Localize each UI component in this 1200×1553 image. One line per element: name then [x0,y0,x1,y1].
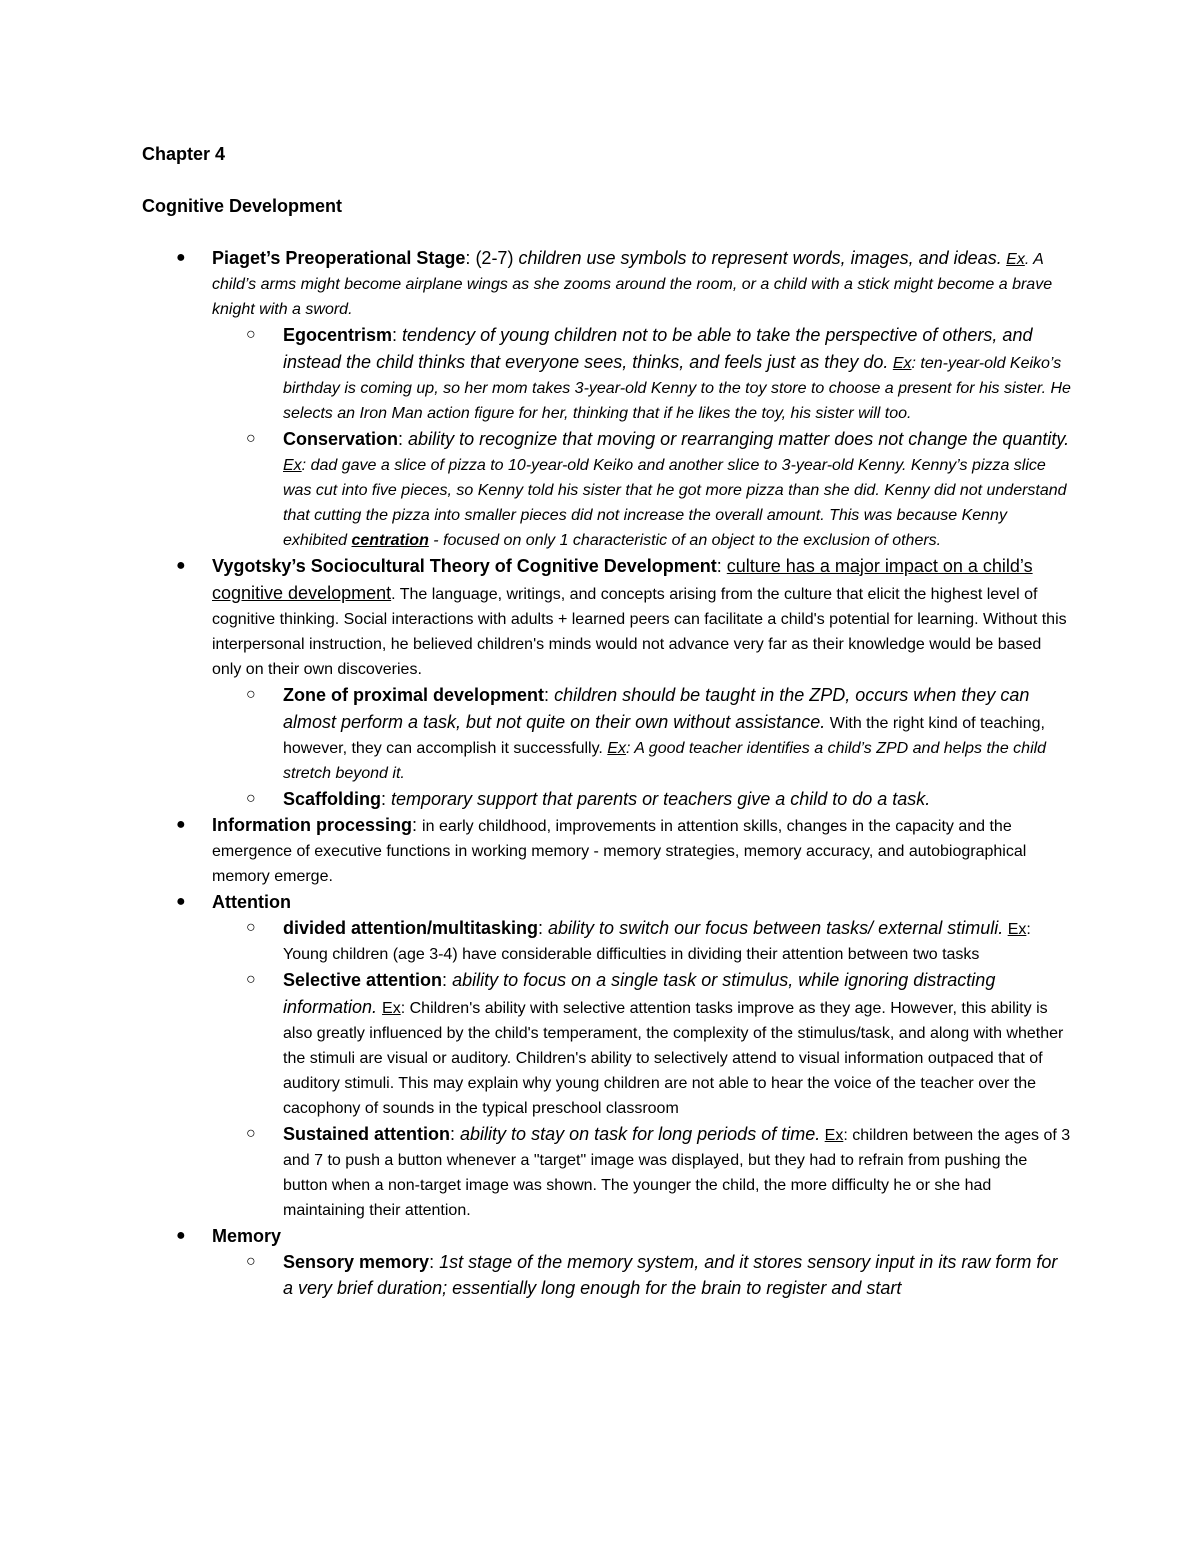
sub-bullet-icon: ○ [246,1253,256,1270]
sustained-attention-definition: ability to stay on task for long periods of time. [460,1124,821,1144]
term-selective-attention: Selective attention [283,970,443,990]
term-information-processing: Information processing [212,815,413,835]
list-item-selective-attention: ○ Selective attention: ability to focus on a single task or stimulus, while ignoring distracting information. Ex: Children's ability with selective attention tasks improve as they age. However, this ability is also greatly influenced by the child's temperament, the complexity of the stimulus/task, and along with whether the stimuli are visual or auditory. Children's ability to selectively attend to visual information outpaced that of auditory stimuli. This may explain why young children are not able to hear the voice of the teacher over the cacophony of sounds in the typical preschool classroom [212,967,1072,1121]
example-label: Ex [892,355,912,372]
bullet-icon: ● [176,1227,186,1244]
piaget-definition: children use symbols to represent words, images, and ideas. [518,248,1002,268]
term-egocentrism: Egocentrism [283,325,393,345]
vygotsky-sublist [212,682,1072,812]
bullet-icon: ● [176,249,186,266]
piaget-sublist [212,322,1072,553]
sub-bullet-icon: ○ [246,326,256,343]
vygotsky-text: . The language, writings, and concepts arising from the culture that elicit the highest level of cognitive thinking. Social interactions with adults + learned peers can facilitate a child's potential for learning. Without this interpersonal instruction, he believed children's minds would not advance very far as their knowledge would be based only on their own discoveries. [212,586,1067,678]
term-conservation: Conservation [283,429,399,449]
term-centration: centration [351,532,429,549]
attention-sublist [212,915,1072,1223]
divided-attention-example: : Young children (age 3-4) have considerable difficulties in dividing their attention between two tasks [283,921,1031,963]
chapter-title: Chapter 4 [142,144,226,164]
section-title: Cognitive Development [142,196,343,216]
bullet-icon: ● [176,557,186,574]
list-item-sustained-attention: ○ Sustained attention: ability to stay on task for long periods of time. Ex: children between the ages of 3 and 7 to push a button whenever a "target" image was displayed, but they had to refrain from pushing the button when a non-target image was shown. The younger the child, the more difficulty he or she had maintaining their attention. [212,1121,1072,1223]
list-item-vygotsky: ● Vygotsky’s Sociocultural Theory of Cognitive Development: culture has a major impact on a child’s cognitive development. The language, writings, and concepts arising from the culture that elicit the highest level of cognitive thinking. Social interactions with adults + learned peers can facilitate a child's potential for learning. Without this interpersonal instruction, he believed children's minds would not advance very far as their knowledge would be based only on their own discoveries. ○ Zone of proximal development: children should be taught in the ZPD, occurs when they can almost perform a task, but not quite on their own without assistance. With the right kind of teaching, however, they can accomplish it successfully. Ex: A good teacher identifies a child’s ZPD and helps the child stretch beyond it. ○ Scaffolding: temporary support that parents or teachers give a child to do a task. [142,553,1072,812]
example-label: Ex [283,457,302,474]
list-item-sensory-memory: ○ Sensory memory: 1st stage of the memory system, and it stores sensory input in its raw form for a very brief duration; essentially long enough for the brain to register and start [212,1249,1072,1301]
zpd-definition: children should be taught in the ZPD, occurs when they can almost perform a task, but not quite on their own without assistance. [283,685,1030,732]
list-item-scaffolding: ○ Scaffolding: temporary support that parents or teachers give a child to do a task. [212,786,1072,812]
scaffolding-definition: temporary support that parents or teachers give a child to do a task. [391,789,931,809]
information-processing-text: in early childhood, improvements in attention skills, changes in the capacity and the emergence of executive functions in working memory - memory strategies, memory accuracy, and autobiographical memory emerge. [212,818,1027,885]
conservation-definition: ability to recognize that moving or rearranging matter does not change the quantity. [408,429,1070,449]
term-zpd: Zone of proximal development [283,685,545,705]
memory-sublist [212,1249,1072,1301]
bullet-icon: ● [176,893,186,910]
list-item-piaget: ● Piaget’s Preoperational Stage: (2-7) children use symbols to represent words, images, and ideas. Ex. A child’s arms might become airplane wings as she zooms around the room, or a child with a stick might become a brave knight with a sword. ○ Egocentrism: tendency of young children not to be able to take the perspective of others, and instead the child thinks that everyone sees, thinks, and feels just as they do. Ex: ten-year-old Keiko’s birthday is coming up, so her mom takes 3-year-old Kenny to the toy store to choose a present for his sister. He selects an Iron Man action figure for her, thinking that if he likes the toy, his sister will too. ○ Conservation: ability to recognize that moving or rearranging matter does not change the quantity. Ex: dad gave a slice of pizza to 10-year-old Keiko and another slice to 3-year-old Kenny. Kenny’s pizza slice was cut into five pieces, so Kenny told his sister that he got more pizza than she did. Kenny did not understand that cutting the pizza into smaller pieces did not increase the overall amount. This was because Kenny exhibited centration - focused on only 1 characteristic of an object to the exclusion of others. [142,245,1072,553]
list-item-divided-attention: ○ divided attention/multitasking: ability to switch our focus between tasks/ external stimuli. Ex: Young children (age 3-4) have considerable difficulties in dividing their attention between two tasks [212,915,1072,967]
list-item-egocentrism: ○ Egocentrism: tendency of young children not to be able to take the perspective of others, and instead the child thinks that everyone sees, thinks, and feels just as they do. Ex: ten-year-old Keiko’s birthday is coming up, so her mom takes 3-year-old Kenny to the toy store to choose a present for his sister. He selects an Iron Man action figure for her, thinking that if he likes the toy, his sister will too. [212,322,1072,426]
term-memory: Memory [212,1226,282,1246]
document-content [142,141,1072,1301]
sub-bullet-icon: ○ [246,686,256,703]
example-label: Ex [1006,251,1025,268]
list-item-information-processing: ● Information processing: in early childhood, improvements in attention skills, changes in the capacity and the emergence of executive functions in working memory - memory strategies, memory accuracy, and autobiographical memory emerge. [142,812,1072,889]
zpd-example: : A good teacher identifies a child’s ZPD and helps the child stretch beyond it. [283,740,1047,782]
sub-bullet-icon: ○ [246,919,256,936]
term-divided-attention: divided attention/multitasking [283,918,539,938]
zpd-text: With the right kind of teaching, however, they can accomplish it successfully. [283,715,1045,757]
piaget-example: . A child’s arms might become airplane wings as she zooms around the room, or a child with a stick might become a brave knight with a sword. [212,251,1053,318]
example-label: Ex [1007,921,1027,938]
example-label: Ex [607,740,626,757]
main-list [142,245,1072,1301]
conservation-example: : dad gave a slice of pizza to 10-year-old Keiko and another slice to 3-year-old Kenny. Kenny’s pizza slice was cut into five pieces, so Kenny told his sister that he got more pizza than she did. Kenny did not understand that cutting the pizza into smaller pieces did not increase the overall amount. This was because Kenny exhibited [283,457,1067,549]
piaget-age: (2-7) [475,248,519,268]
list-item-zpd: ○ Zone of proximal development: children should be taught in the ZPD, occurs when they can almost perform a task, but not quite on their own without assistance. With the right kind of teaching, however, they can accomplish it successfully. Ex: A good teacher identifies a child’s ZPD and helps the child stretch beyond it. [212,682,1072,786]
example-label: Ex [382,1000,401,1017]
sub-bullet-icon: ○ [246,1125,256,1142]
sustained-attention-example: : children between the ages of 3 and 7 to push a button whenever a "target" image was displayed, but they had to refrain from pushing the button when a non-target image was shown. The younger the child, the more difficulty he or she had maintaining their attention. [283,1127,1071,1219]
example-label: Ex [824,1127,844,1144]
term-attention: Attention [212,892,291,912]
list-item-attention [142,889,1072,1223]
sub-bullet-icon: ○ [246,430,256,447]
sub-bullet-icon: ○ [246,790,256,807]
term-piaget: Piaget’s Preoperational Stage [212,248,466,268]
list-item-memory [142,1223,1072,1301]
vygotsky-key-idea: culture has a major impact on a child’s cognitive development [212,556,1033,603]
term-sustained-attention: Sustained attention [283,1124,451,1144]
term-sensory-memory: Sensory memory [283,1252,430,1272]
term-vygotsky: Vygotsky’s Sociocultural Theory of Cognitive Development [212,556,717,576]
selective-attention-definition: ability to focus on a single task or stimulus, while ignoring distracting information. [283,970,996,1017]
selective-attention-example: : Children's ability with selective attention tasks improve as they age. However, this ability is also greatly influenced by the child's temperament, the complexity of the stimulus/task, and along with whether the stimuli are visual or auditory. Children's ability to selectively attend to visual information outpaced that of auditory stimuli. This may explain why young children are not able to hear the voice of the teacher over the cacophony of sounds in the typical preschool classroom [283,1000,1064,1117]
term-scaffolding: Scaffolding [283,789,381,809]
list-item-conservation: ○ Conservation: ability to recognize that moving or rearranging matter does not change the quantity. Ex: dad gave a slice of pizza to 10-year-old Keiko and another slice to 3-year-old Kenny. Kenny’s pizza slice was cut into five pieces, so Kenny told his sister that he got more pizza than she did. Kenny did not understand that cutting the pizza into smaller pieces did not increase the overall amount. This was because Kenny exhibited centration - focused on only 1 characteristic of an object to the exclusion of others. [212,426,1072,553]
divided-attention-definition: ability to switch our focus between tasks/ external stimuli. [548,918,1004,938]
bullet-icon: ● [176,816,186,833]
sensory-memory-definition: 1st stage of the memory system, and it stores sensory input in its raw form for a very brief duration; essentially long enough for the brain to register and start [283,1252,1058,1298]
centration-text: - focused on only 1 characteristic of an object to the exclusion of others. [428,532,942,549]
sub-bullet-icon: ○ [246,971,256,988]
egocentrism-example: : ten-year-old Keiko’s birthday is coming up, so her mom takes 3-year-old Kenny to the toy store to choose a present for his sister. He selects an Iron Man action figure for her, thinking that if he likes the toy, his sister will too. [283,355,1071,422]
egocentrism-definition: tendency of young children not to be able to take the perspective of others, and instead the child thinks that everyone sees, thinks, and feels just as they do. [283,325,1033,372]
